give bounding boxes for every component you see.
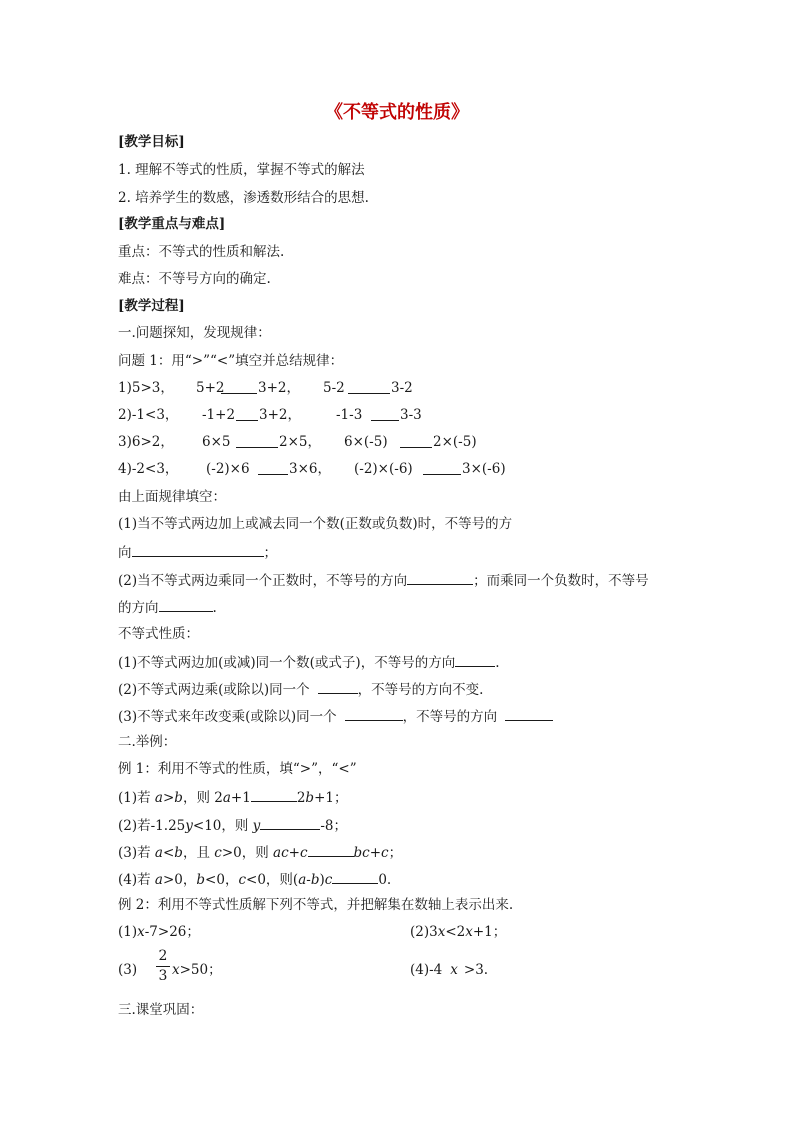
- fraction-denominator: 3: [158, 968, 168, 984]
- answer-blank[interactable]: [308, 842, 354, 857]
- answer-blank[interactable]: [318, 679, 358, 694]
- example-1-item-2: (2)若-1.25y<10，则 y -8；: [118, 815, 347, 835]
- section-heading-objectives: [教学目标]: [118, 134, 185, 150]
- key-point: 重点：不等式的性质和解法.: [118, 244, 285, 260]
- answer-blank[interactable]: [400, 433, 432, 448]
- part-one-heading: 一.问题探知，发现规律：: [118, 325, 271, 341]
- answer-blank[interactable]: [371, 406, 399, 421]
- answer-blank[interactable]: [332, 869, 378, 884]
- answer-blank[interactable]: [236, 433, 278, 448]
- example-1-prompt: 例 1：利用不等式的性质，填“>”，“<”: [118, 761, 357, 777]
- difficult-point: 难点：不等号方向的确定.: [118, 271, 271, 287]
- document-page: 《不等式的性质》 [教学目标] 1. 理解不等式的性质，掌握不等式的解法 2. 培养学生的数感，渗透数形结合的思想. [教学重点与难点] 重点：不等式的性质和解法. 难点：不等号方向的确定. [教学过程] 一.问题探知，发现规律： 问题 1：用“>”“<”填空并总结规律： 1)5>3， 5+2 3+2， 5-2 3-2 2)-1<3， -1+2 3+2， -1-3 3-3 3)6>2， 6×5 2×5， 6×(-5) 2×(-5) 4)-2<3， (-2)×6 3×6， (-2)×(-6) 3×(-6) 由上面规律填空： (1)当不等式两边加上或减去同一个数(正数或负数)时，不等号的方 向 ； (2)当不等式两边乘同一个正数时，不等号的方向 ；而乘同一个负数时，不等号 的方向 . 不等式性质： (1)不等式两边加(或减)同一个数(或式子)，不等号的方向 . (2)不等式两边乘(或除以)同一个 ，不等号的方向不变. (3)不等式来年改变乘(或除以)同一个 ，不等号的方向 二.举例： 例 1：利用不等式的性质，填“>”，“<” (1)若 a>b，则 2a+1 2b+1； (2)若-1.25y<10，则 y -8； (3)若 a<b，且 c>0，则 ac+c bc+c； (4)若 a>0，b<0，c<0，则(a-b)c 0. 例 2：利用不等式性质解下列不等式，并把解集在数轴上表示出来. (1)x-7>26； (2)3x<2x+1； (3) 2 3 x>50； (4)-4 x >3. 三.课堂巩固：: [0, 0, 794, 1123]
- fraction-numerator: 2: [158, 948, 168, 964]
- example-2-item-3-prefix: (3): [118, 962, 138, 978]
- property-title: 不等式性质：: [118, 626, 199, 642]
- property-3: (3)不等式来年改变乘(或除以)同一个 ，不等号的方向: [118, 706, 553, 726]
- answer-blank[interactable]: [258, 460, 288, 475]
- example-1-item-4: (4)若 a>0，b<0，c<0，则(a-b)c 0.: [118, 869, 391, 889]
- rule-2-line-1: (2)当不等式两边乘同一个正数时，不等号的方向 ；而乘同一个负数时，不等号: [118, 570, 649, 590]
- answer-blank[interactable]: [407, 570, 473, 585]
- part-three-heading: 三.课堂巩固：: [118, 1002, 204, 1018]
- answer-blank[interactable]: [236, 406, 258, 421]
- example-1-item-1: (1)若 a>b，则 2a+1 2b+1；: [118, 787, 347, 807]
- objective-2: 2. 培养学生的数感，渗透数形结合的思想.: [118, 190, 369, 206]
- rule-2-line-2: 的方向 .: [118, 597, 217, 617]
- answer-blank[interactable]: [348, 379, 390, 394]
- fraction: [156, 948, 170, 985]
- fraction-bar: [156, 966, 170, 967]
- rule-1-line-1: (1)当不等式两边加上或减去同一个数(正数或负数)时，不等号的方: [118, 516, 513, 532]
- example-2-item-3: x>50；: [172, 962, 222, 978]
- question-1: 问题 1：用“>”“<”填空并总结规律：: [118, 353, 344, 369]
- example-1-item-3: (3)若 a<b，且 c>0，则 ac+c bc+c；: [118, 842, 402, 862]
- example-2-item-4: (4)-4 x >3.: [410, 962, 489, 978]
- answer-blank[interactable]: [132, 542, 264, 557]
- answer-blank[interactable]: [221, 379, 257, 394]
- rule-1-line-2: 向 ；: [118, 542, 277, 562]
- answer-blank[interactable]: [423, 460, 461, 475]
- answer-blank[interactable]: [159, 597, 213, 612]
- section-heading-process: [教学过程]: [118, 298, 185, 314]
- example-2-item-1: (1)x-7>26；: [118, 924, 200, 940]
- answer-blank[interactable]: [345, 706, 403, 721]
- property-2: (2)不等式两边乘(或除以)同一个 ，不等号的方向不变.: [118, 679, 483, 699]
- example-2-prompt: 例 2：利用不等式性质解下列不等式，并把解集在数轴上表示出来.: [118, 897, 514, 913]
- fill-intro: 由上面规律填空：: [118, 489, 226, 505]
- answer-blank[interactable]: [251, 787, 297, 802]
- example-2-item-2: (2)3x<2x+1；: [410, 924, 507, 940]
- section-heading-key-points: [教学重点与难点]: [118, 216, 226, 232]
- objective-1: 1. 理解不等式的性质，掌握不等式的解法: [118, 162, 365, 178]
- answer-blank[interactable]: [505, 706, 553, 721]
- part-two-heading: 二.举例：: [118, 734, 177, 750]
- property-1: (1)不等式两边加(或减)同一个数(或式子)，不等号的方向 .: [118, 652, 500, 672]
- answer-blank[interactable]: [455, 652, 495, 667]
- answer-blank[interactable]: [260, 815, 320, 830]
- page-title: 《不等式的性质》: [325, 102, 469, 123]
